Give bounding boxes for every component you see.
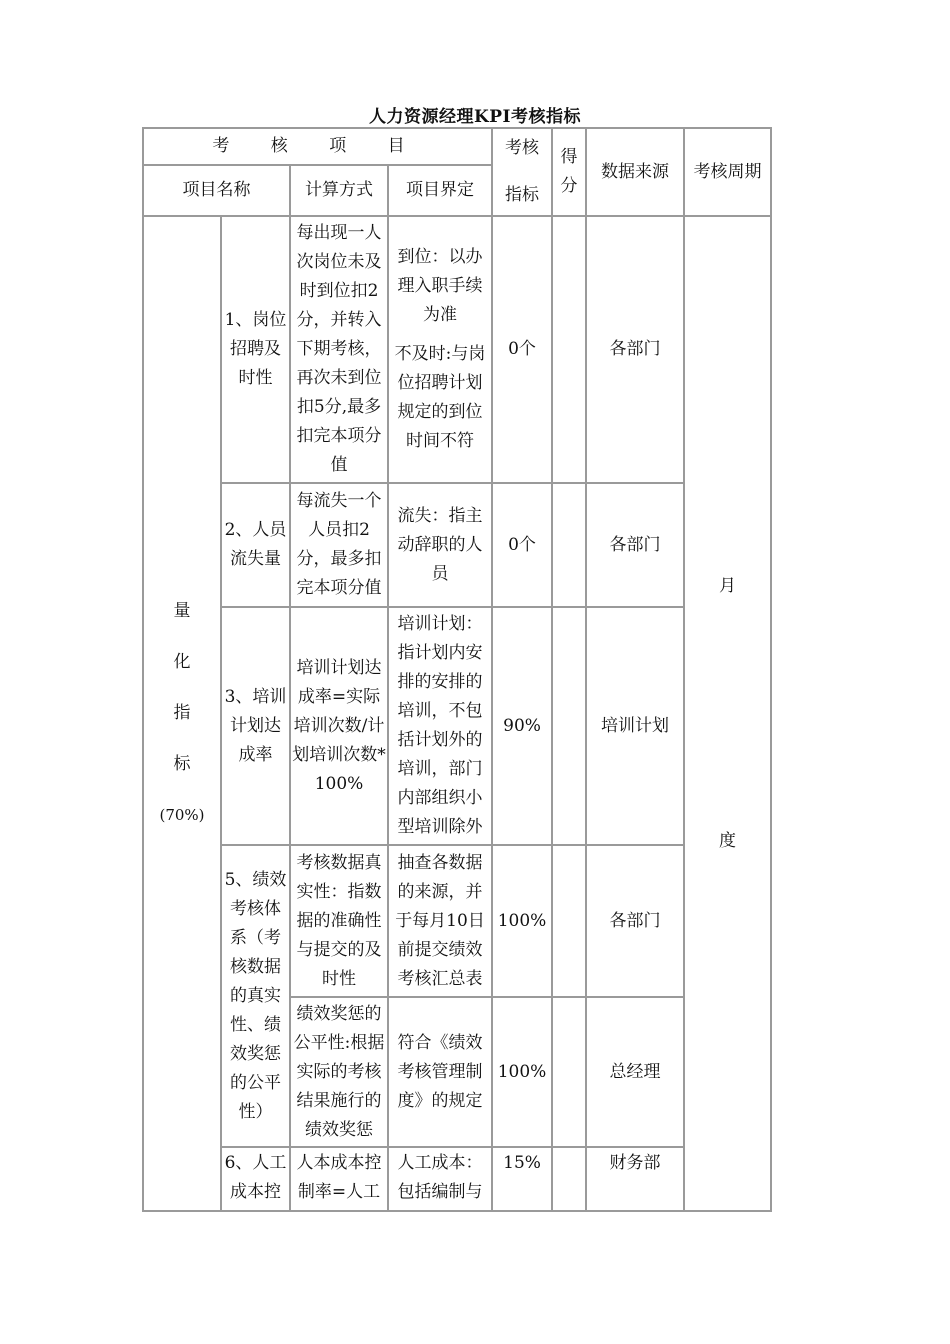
header-target-cell — [492, 128, 552, 216]
item-source-cell: 各部门 — [586, 845, 684, 997]
item-method-cell: 每出现一人次岗位未及时到位扣2分，并转入下期考核，再次未到位扣5分,最多扣完本项分值 — [290, 216, 388, 483]
item-name-cell: 5、绩效考核体系（考核数据的真实性、绩效奖惩的公平性） — [221, 845, 290, 1147]
item-source-cell: 各部门 — [586, 483, 684, 607]
item-method-cell: 培训计划达成率=实际培训次数/计划培训次数*100% — [290, 607, 388, 845]
header-score-line2: 分 — [560, 176, 578, 196]
item-score-cell — [552, 607, 586, 845]
header-group-cell — [143, 128, 492, 165]
item-method-cell: 每流失一个人员扣2分，最多扣完本项分值 — [290, 483, 388, 607]
kpi-table — [142, 127, 772, 1212]
item-define-part-a: 到位：以办理入职手续为准 — [397, 247, 483, 325]
item-score-cell — [552, 1147, 586, 1211]
item-method-cell: 人本成本控制率=人工 — [290, 1147, 388, 1211]
header-method-label: 计算方式 — [305, 180, 373, 200]
document-title: 人力资源经理KPI考核指标 — [368, 107, 581, 127]
header-method-cell — [290, 165, 388, 216]
header-group-label: 考 核 项 目 — [212, 136, 423, 156]
category-char-3: 指 — [173, 703, 191, 723]
period-char-1: 月 — [719, 575, 737, 596]
item-method-cell: 考核数据真实性：指数据的准确性与提交的及时性 — [290, 845, 388, 997]
item-name-cell: 3、培训计划达成率 — [221, 607, 290, 845]
header-row-1 — [143, 128, 771, 165]
table-row — [143, 216, 771, 483]
item-target-cell: 100% — [492, 845, 552, 997]
item-score-cell — [552, 997, 586, 1147]
category-char-2: 化 — [173, 652, 191, 672]
item-define-part-b: 不及时:与岗位招聘计划规定的到位时间不符 — [394, 344, 486, 451]
item-define-cell: 符合《绩效考核管理制度》的规定 — [388, 997, 492, 1147]
header-define-label: 项目界定 — [406, 180, 475, 200]
table-row — [143, 607, 771, 845]
category-cell — [143, 216, 221, 1211]
header-score-line1: 得 — [560, 147, 578, 167]
item-target-cell: 0个 — [492, 483, 552, 607]
item-score-cell — [552, 845, 586, 997]
header-name-cell — [143, 165, 290, 216]
header-define-cell — [388, 165, 492, 216]
period-cell — [684, 216, 771, 1211]
header-target-line2: 指标 — [505, 185, 540, 205]
item-target-cell: 15% — [492, 1147, 552, 1211]
header-period-cell — [684, 128, 771, 216]
item-name-cell: 2、人员流失量 — [221, 483, 290, 607]
item-source-cell: 财务部 — [586, 1147, 684, 1211]
item-source-cell: 培训计划 — [586, 607, 684, 845]
category-char-1: 量 — [173, 601, 191, 621]
header-period-label: 考核周期 — [693, 161, 762, 182]
header-source-cell — [586, 128, 684, 216]
category-char-4: 标 — [173, 754, 191, 774]
header-target-line1: 考核 — [505, 138, 540, 158]
item-score-cell — [552, 483, 586, 607]
item-define-cell: 流失：指主动辞职的人员 — [388, 483, 492, 607]
header-score-cell — [552, 128, 586, 216]
item-define-cell — [388, 216, 492, 483]
category-weight: (70%) — [159, 806, 205, 824]
item-target-cell: 100% — [492, 997, 552, 1147]
item-define-cell: 培训计划：指计划内安排的安排的培训，不包括计划外的培训，部门内部组织小型培训除外 — [388, 607, 492, 845]
item-method-cell: 绩效奖惩的公平性:根据实际的考核结果施行的绩效奖惩 — [290, 997, 388, 1147]
item-name-cell: 1、岗位招聘及时性 — [221, 216, 290, 483]
item-source-cell: 各部门 — [586, 216, 684, 483]
item-define-cell: 人工成本：包括编制与 — [388, 1147, 492, 1211]
period-char-2: 度 — [719, 830, 737, 851]
item-score-cell — [552, 216, 586, 483]
item-define-cell: 抽查各数据的来源，并于每月10日前提交绩效考核汇总表 — [388, 845, 492, 997]
table-row — [143, 483, 771, 607]
table-row — [143, 1147, 771, 1211]
header-source-label: 数据来源 — [601, 161, 670, 182]
item-target-cell: 90% — [492, 607, 552, 845]
item-target-cell: 0个 — [492, 216, 552, 483]
item-source-cell: 总经理 — [586, 997, 684, 1147]
table-row — [143, 845, 771, 997]
item-name-cell: 6、人工成本控 — [221, 1147, 290, 1211]
header-name-label: 项目名称 — [182, 180, 251, 200]
